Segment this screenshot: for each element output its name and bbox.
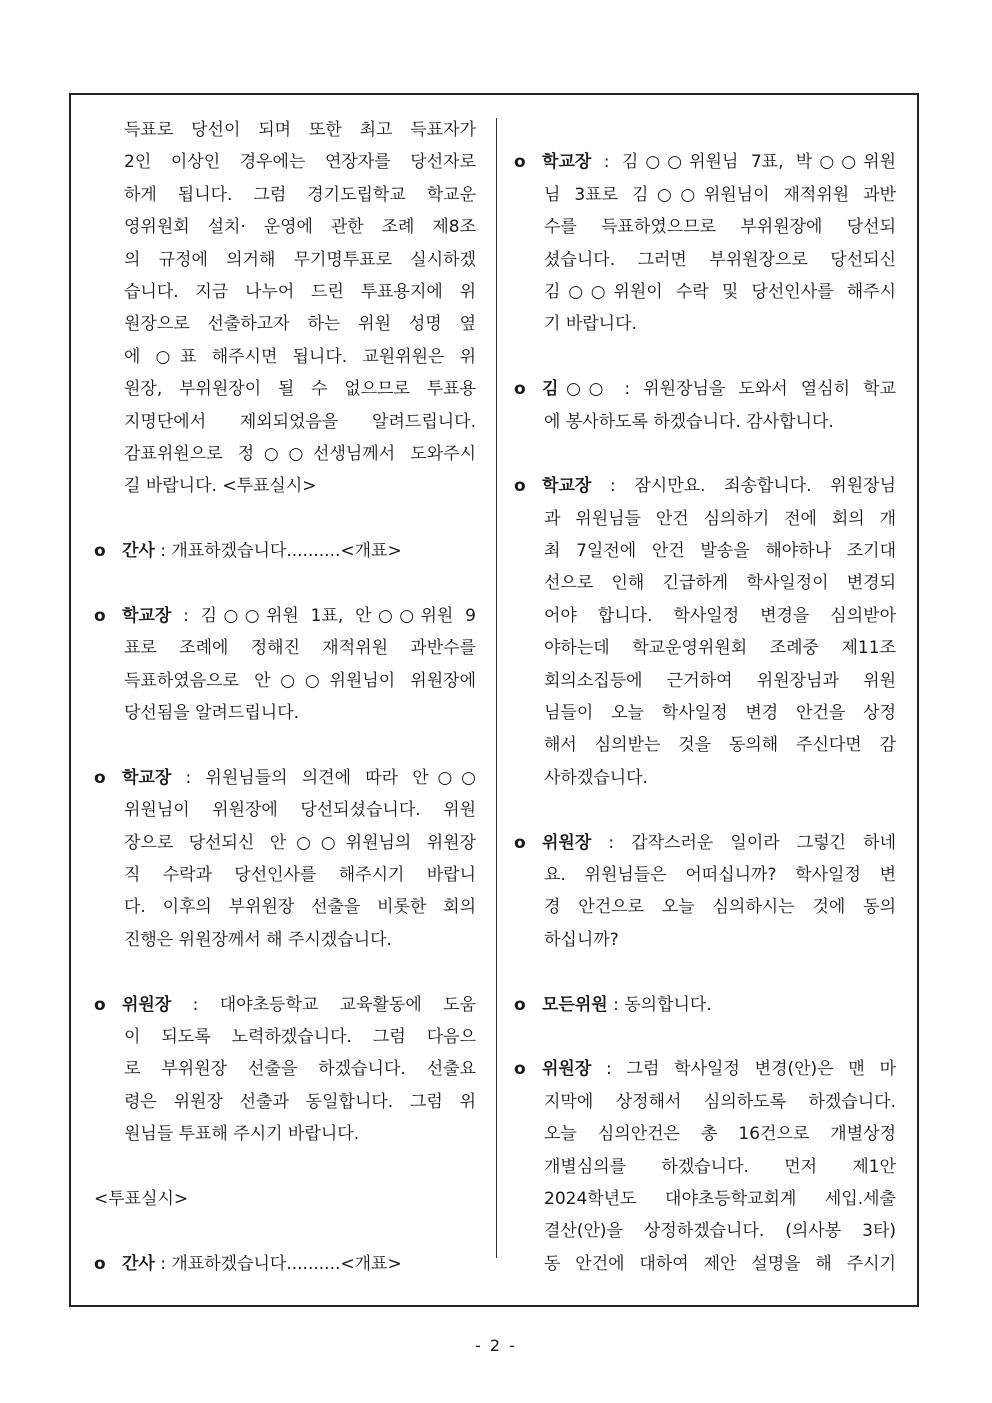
text-line: 감표위원으로 정○○선생님께서 도와주시 bbox=[124, 443, 476, 464]
text-line: 경 안건으로 오늘 심의하시는 것에 동의 bbox=[544, 897, 896, 918]
speech-text: : 잠시만요. 죄송합니다. 위원장님 bbox=[591, 476, 896, 497]
text-line: 지명단에서 제외되었음을 알려드립니다. bbox=[124, 411, 476, 432]
speech-chair-1 bbox=[94, 989, 476, 1151]
text-line: 해서 심의받는 것을 동의해 주신다면 감 bbox=[544, 735, 896, 756]
speech-chair-3 bbox=[514, 1053, 896, 1280]
speech-text: : 위원장님을 도와서 열심히 학교 bbox=[611, 379, 896, 400]
right-column bbox=[514, 114, 896, 1280]
bullet: o bbox=[94, 605, 106, 626]
bullet: o bbox=[514, 832, 526, 853]
text-line: 직 수락과 당선인사를 해주시기 바랍니 bbox=[124, 864, 476, 885]
text-line: 동 안건에 대하여 제안 설명을 해 주시기 bbox=[544, 1253, 896, 1274]
speech-text: : 개표하겠습니다..........<개표> bbox=[154, 541, 402, 562]
bullet: o bbox=[514, 994, 526, 1015]
text-line: 원장으로 선출하고자 하는 위원 성명 옆 bbox=[124, 314, 476, 335]
text-line: 득표하였음으로 안○○위원님이 위원장에 bbox=[124, 670, 476, 691]
text-line: 김○○위원이 수락 및 당선인사를 해주시 bbox=[544, 281, 896, 302]
speaker-name: 학교장 bbox=[542, 476, 592, 497]
speech-kim bbox=[514, 373, 896, 438]
text-line: 과 위원님들 안건 심의하기 전에 회의 개 bbox=[544, 508, 896, 529]
bullet: o bbox=[514, 152, 526, 173]
text-line: 득표로 당선이 되며 또한 최고 득표자가 bbox=[124, 120, 476, 140]
speech-text: : 대야초등학교 교육활동에 도움 bbox=[171, 994, 476, 1015]
speaker-name: 학교장 bbox=[122, 767, 172, 788]
continued-paragraph bbox=[94, 114, 476, 503]
text-line: 로 부위원장 선출을 하겠습니다. 선출요 bbox=[124, 1059, 476, 1080]
speech-chair-2 bbox=[514, 827, 896, 957]
speaker-name: 모든위원 bbox=[542, 994, 608, 1015]
left-column bbox=[94, 114, 476, 1280]
bullet: o bbox=[514, 476, 526, 497]
speech-principal-1 bbox=[94, 600, 476, 730]
text-line: 영위원회 설치· 운영에 관한 조례 제8조 bbox=[124, 217, 476, 238]
bullet: o bbox=[94, 767, 106, 788]
speaker-name: 위원장 bbox=[122, 994, 172, 1015]
text-line: 요. 위원님들은 어떠십니까? 학사일정 변 bbox=[544, 864, 896, 885]
speech-principal-2 bbox=[94, 762, 476, 956]
text-line: 셨습니다. 그러면 부위원장으로 당선되신 bbox=[544, 249, 896, 270]
text-line: 지막에 상정해서 심의하도록 하겠습니다. bbox=[544, 1091, 896, 1112]
text-line: 오늘 심의안건은 총 16건으로 개별상정 bbox=[544, 1124, 896, 1145]
bullet: o bbox=[514, 1059, 526, 1080]
speaker-name: 위원장 bbox=[542, 1059, 592, 1080]
page-number: - 2 - bbox=[475, 1336, 517, 1355]
text-line: 원장, 부위원장이 될 수 없으므로 투표용 bbox=[124, 379, 476, 400]
text-line: 에 ○표 해주시면 됩니다. 교원위원은 위 bbox=[124, 346, 476, 367]
text-line: 습니다. 지금 나누어 드린 투표용지에 위 bbox=[124, 281, 476, 302]
bullet: o bbox=[94, 1253, 106, 1274]
text-line: 야하는데 학교운영위원회 조례중 제11조 bbox=[544, 638, 896, 659]
speech-text: : 동의합니다. bbox=[607, 994, 712, 1015]
speech-text: : 갑작스러운 일이라 그렇긴 하네 bbox=[591, 832, 896, 853]
text-line: 장으로 당선되신 안○○위원님의 위원장 bbox=[124, 832, 476, 853]
speaker-name: 학교장 bbox=[542, 152, 592, 173]
speaker-name: 간사 bbox=[122, 541, 155, 562]
text-line: 하게 됩니다. 그럼 경기도립학교 학교운 bbox=[124, 184, 476, 205]
text-line: 원님들 투표해 주시기 바랍니다. bbox=[124, 1124, 360, 1145]
text-line: 님들이 오늘 학사일정 변경 안건을 상정 bbox=[544, 703, 896, 724]
text-line: 표로 조례에 정해진 재적위원 과반수를 bbox=[124, 638, 476, 659]
speaker-name: 위원장 bbox=[542, 832, 592, 853]
text-line: 당선됨을 알려드립니다. bbox=[124, 703, 300, 724]
bullet: o bbox=[94, 541, 106, 562]
text-line: 2024학년도 대야초등학교회계 세입.세출 bbox=[544, 1188, 896, 1209]
bullet: o bbox=[514, 379, 526, 400]
text-line: 님 3표로 김○○위원님이 재적위원 과반 bbox=[544, 184, 896, 205]
speaker-name: 간사 bbox=[122, 1253, 155, 1274]
speaker-name: 학교장 bbox=[122, 605, 172, 626]
column-divider bbox=[496, 118, 497, 1258]
vote-note: <투표실시> bbox=[94, 1188, 189, 1209]
text-line: 의 규정에 의거해 무기명투표로 실시하겠 bbox=[124, 249, 476, 270]
text-line: 개별심의를 하겠습니다. 먼저 제1안 bbox=[544, 1156, 896, 1177]
text-line: 길 바랍니다. <투표실시> bbox=[124, 476, 317, 497]
text-line: 2인 이상인 경우에는 연장자를 당선자로 bbox=[124, 152, 476, 173]
text-line: 어야 합니다. 학사일정 변경을 심의받아 bbox=[544, 605, 896, 626]
speech-text: : 그럼 학사일정 변경(안)은 맨 마 bbox=[591, 1059, 896, 1080]
speech-text: : 김○○위원 1표, 안○○위원 9 bbox=[171, 605, 476, 626]
text-line: 기 바랍니다. bbox=[544, 314, 637, 335]
text-line: 회의소집등에 근거하여 위원장님과 위원 bbox=[544, 670, 896, 691]
speech-gansa-1 bbox=[94, 535, 476, 567]
speech-principal-4 bbox=[514, 470, 896, 794]
text-line: 결산(안)을 상정하겠습니다. (의사봉 3타) bbox=[544, 1221, 896, 1242]
text-line: 령은 위원장 선출과 동일합니다. 그럼 위 bbox=[124, 1091, 476, 1112]
text-line: 수를 득표하였으므로 부위원장에 당선되 bbox=[544, 217, 896, 238]
text-line: 선으로 인해 긴급하게 학사일정이 변경되 bbox=[544, 573, 896, 594]
speech-text: : 김○○위원님 7표, 박○○위원 bbox=[591, 152, 896, 173]
text-line: 다. 이후의 부위원장 선출을 비롯한 회의 bbox=[124, 897, 476, 918]
speech-text: : 개표하겠습니다..........<개표> bbox=[154, 1253, 402, 1274]
speech-gansa-2 bbox=[94, 1248, 476, 1280]
text-line: 이 되도록 노력하겠습니다. 그럼 다음으 bbox=[124, 1026, 476, 1047]
text-line: 에 봉사하도록 하겠습니다. 감사합니다. bbox=[544, 411, 834, 432]
text-line: 사하겠습니다. bbox=[544, 767, 648, 788]
bullet: o bbox=[94, 994, 106, 1015]
speech-text: : 위원님들의 의견에 따라 안○○ bbox=[171, 767, 476, 788]
text-line: 하십니까? bbox=[544, 929, 619, 950]
text-line: 진행은 위원장께서 해 주시겠습니다. bbox=[124, 929, 392, 950]
speech-principal-3 bbox=[514, 146, 896, 340]
speaker-name: 김○○ bbox=[542, 379, 612, 400]
text-line: 최 7일전에 안건 발송을 해야하나 조기대 bbox=[544, 541, 896, 562]
speech-all-members bbox=[514, 989, 896, 1021]
text-line: 위원님이 위원장에 당선되셨습니다. 위원 bbox=[124, 800, 476, 821]
